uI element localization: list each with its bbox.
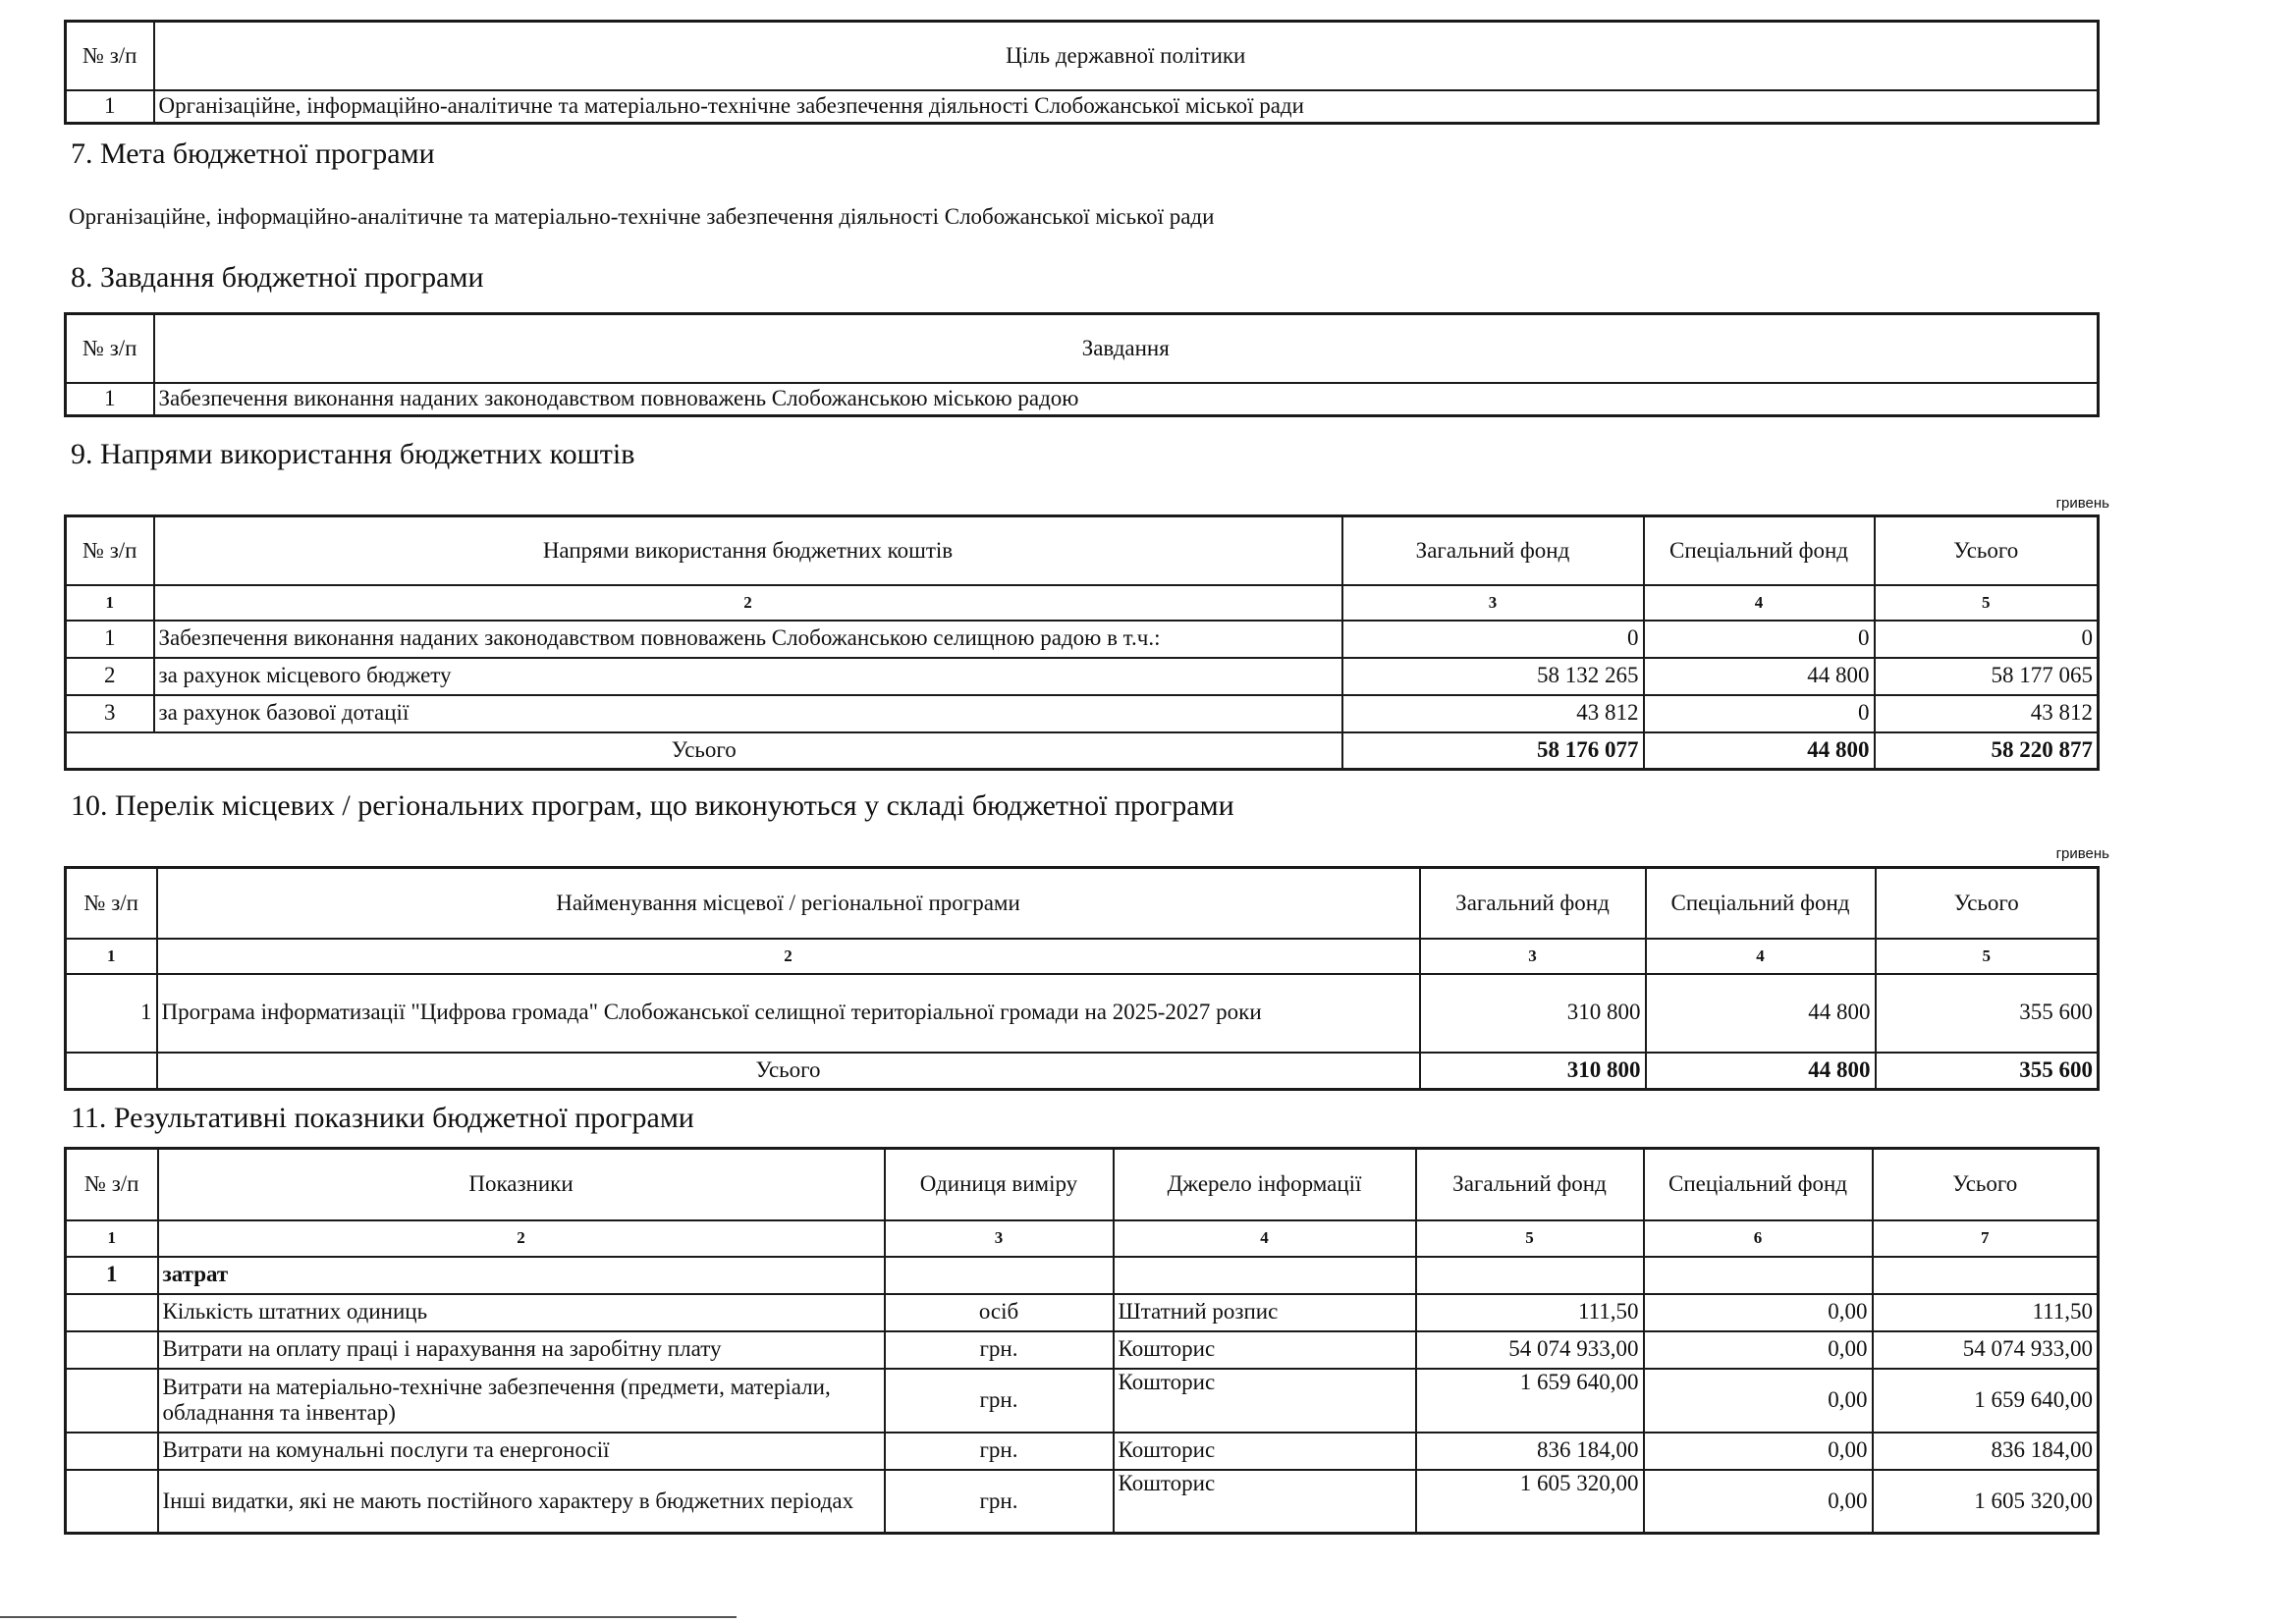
indicator-name: Інші видатки, які не мають постійного характеру в бюджетних періодах [158, 1470, 885, 1534]
local-programs-table [64, 866, 2100, 1091]
policy-goal-table [64, 20, 2100, 125]
header-total: Усього [1875, 516, 2099, 585]
total-value: 43 812 [1875, 695, 2099, 732]
section-7-text: Організаційне, інформаційно-аналітичне та матеріально-технічне забезпечення діяльності Слобожанської міської ради [69, 204, 1215, 229]
total-value: 0 [1875, 621, 2099, 658]
total-value: 355 600 [1876, 974, 2099, 1053]
special-fund-value: 44 800 [1646, 974, 1876, 1053]
indicator-unit: грн. [885, 1331, 1114, 1369]
header-task: Завдання [154, 314, 2099, 383]
col-number: 3 [1420, 939, 1646, 974]
general-fund-total: 310 800 [1420, 1053, 1646, 1090]
group-label: затрат [158, 1257, 885, 1294]
header-source: Джерело інформації [1114, 1149, 1416, 1220]
direction-name: за рахунок базової дотації [154, 695, 1342, 732]
grand-total: 355 600 [1876, 1053, 2099, 1090]
currency-unit-label: гривень [2055, 495, 2109, 512]
header-general-fund: Загальний фонд [1342, 516, 1644, 585]
col-number: 7 [1873, 1220, 2099, 1257]
special-fund-value: 0 [1644, 695, 1875, 732]
total-value: 1 659 640,00 [1873, 1369, 2099, 1433]
indicator-source: Кошторис [1114, 1470, 1416, 1534]
indicator-name: Кількість штатних одиниць [158, 1294, 885, 1331]
row-num: 1 [66, 621, 154, 658]
header-special-fund: Спеціальний фонд [1646, 868, 1876, 939]
col-number: 5 [1876, 939, 2099, 974]
general-fund-value: 0 [1342, 621, 1644, 658]
header-num: № з/п [66, 516, 154, 585]
header-num: № з/п [66, 314, 154, 383]
total-row [66, 1053, 2099, 1090]
col-number: 5 [1875, 585, 2099, 621]
col-number: 2 [157, 939, 1420, 974]
special-fund-value: 0,00 [1644, 1369, 1873, 1433]
table-row [66, 621, 2099, 658]
special-fund-value: 0,00 [1644, 1331, 1873, 1369]
performance-indicators-table [64, 1147, 2100, 1535]
table-row [66, 1294, 2099, 1331]
row-num: 1 [66, 974, 157, 1053]
indicator-name: Витрати на матеріально-технічне забезпечення (предмети, матеріали, обладнання та інвентар) [158, 1369, 885, 1433]
header-program-name: Найменування місцевої / регіональної програми [157, 868, 1420, 939]
header-special-fund: Спеціальний фонд [1644, 516, 1875, 585]
direction-name: за рахунок місцевого бюджету [154, 658, 1342, 695]
table-row [66, 1331, 2099, 1369]
bottom-divider [0, 1616, 737, 1618]
currency-unit-label: гривень [2055, 845, 2109, 862]
general-fund-total: 58 176 077 [1342, 732, 1644, 770]
header-policy-goal: Ціль державної політики [154, 22, 2099, 90]
total-value: 54 074 933,00 [1873, 1331, 2099, 1369]
row-num: 3 [66, 695, 154, 732]
col-number: 4 [1644, 585, 1875, 621]
col-number: 2 [154, 585, 1342, 621]
group-row [66, 1257, 2099, 1294]
empty-cell [66, 1053, 157, 1090]
col-number: 5 [1416, 1220, 1644, 1257]
section-9-title: 9. Напрями використання бюджетних коштів [71, 438, 635, 470]
indicator-unit: осіб [885, 1294, 1114, 1331]
indicator-source: Кошторис [1114, 1433, 1416, 1470]
direction-name: Забезпечення виконання наданих законодавством повноважень Слобожанською селищною радою в т.ч.: [154, 621, 1342, 658]
budget-directions-table [64, 514, 2100, 771]
tasks-table [64, 312, 2100, 417]
row-num: 1 [66, 383, 154, 416]
indicator-unit: грн. [885, 1470, 1114, 1534]
general-fund-value: 111,50 [1416, 1294, 1644, 1331]
header-special-fund: Спеціальний фонд [1644, 1149, 1873, 1220]
row-num: 2 [66, 658, 154, 695]
table-row [66, 974, 2099, 1053]
indicator-name: Витрати на оплату праці і нарахування на заробітну плату [158, 1331, 885, 1369]
header-total: Усього [1876, 868, 2099, 939]
header-indicator: Показники [158, 1149, 885, 1220]
general-fund-value: 43 812 [1342, 695, 1644, 732]
indicator-source: Кошторис [1114, 1369, 1416, 1433]
special-fund-total: 44 800 [1644, 732, 1875, 770]
table-row [66, 1470, 2099, 1534]
general-fund-value: 1 659 640,00 [1416, 1369, 1644, 1433]
total-value: 836 184,00 [1873, 1433, 2099, 1470]
total-label: Усього [66, 732, 1342, 770]
total-value: 1 605 320,00 [1873, 1470, 2099, 1534]
special-fund-value: 0,00 [1644, 1470, 1873, 1534]
header-direction: Напрями використання бюджетних коштів [154, 516, 1342, 585]
general-fund-value: 58 132 265 [1342, 658, 1644, 695]
special-fund-value: 0,00 [1644, 1433, 1873, 1470]
col-number: 4 [1646, 939, 1876, 974]
header-general-fund: Загальний фонд [1416, 1149, 1644, 1220]
col-number: 1 [66, 939, 157, 974]
col-number: 3 [885, 1220, 1114, 1257]
policy-goal-text: Організаційне, інформаційно-аналітичне та матеріально-технічне забезпечення діяльності Слобожанської міської ради [154, 90, 2099, 124]
section-7-title: 7. Мета бюджетної програми [71, 137, 435, 170]
col-number: 3 [1342, 585, 1644, 621]
task-text: Забезпечення виконання наданих законодавством повноважень Слобожанською міською радою [154, 383, 2099, 416]
col-number: 1 [66, 585, 154, 621]
row-num: 1 [66, 90, 154, 124]
section-10-title: 10. Перелік місцевих / регіональних програм, що виконуються у складі бюджетної програми [71, 789, 1234, 822]
program-name: Програма інформатизації "Цифрова громада" Слобожанської селищної територіальної громади на 2025-2027 роки [157, 974, 1420, 1053]
general-fund-value: 310 800 [1420, 974, 1646, 1053]
header-unit: Одиниця виміру [885, 1149, 1114, 1220]
header-general-fund: Загальний фонд [1420, 868, 1646, 939]
group-num: 1 [66, 1257, 158, 1294]
header-num: № з/п [66, 22, 154, 90]
total-value: 111,50 [1873, 1294, 2099, 1331]
col-number: 6 [1644, 1220, 1873, 1257]
table-row [66, 658, 2099, 695]
section-8-title: 8. Завдання бюджетної програми [71, 261, 484, 294]
table-row [66, 1369, 2099, 1433]
header-num: № з/п [66, 1149, 158, 1220]
header-total: Усього [1873, 1149, 2099, 1220]
special-fund-value: 0,00 [1644, 1294, 1873, 1331]
section-11-title: 11. Результативні показники бюджетної програми [71, 1102, 694, 1134]
general-fund-value: 54 074 933,00 [1416, 1331, 1644, 1369]
table-row [66, 695, 2099, 732]
special-fund-value: 0 [1644, 621, 1875, 658]
header-num: № з/п [66, 868, 157, 939]
col-number: 2 [158, 1220, 885, 1257]
total-row [66, 732, 2099, 770]
special-fund-value: 44 800 [1644, 658, 1875, 695]
col-number: 4 [1114, 1220, 1416, 1257]
indicator-unit: грн. [885, 1369, 1114, 1433]
general-fund-value: 836 184,00 [1416, 1433, 1644, 1470]
indicator-name: Витрати на комунальні послуги та енергоносії [158, 1433, 885, 1470]
table-row [66, 1433, 2099, 1470]
general-fund-value: 1 605 320,00 [1416, 1470, 1644, 1534]
total-value: 58 177 065 [1875, 658, 2099, 695]
indicator-source: Кошторис [1114, 1331, 1416, 1369]
indicator-source: Штатний розпис [1114, 1294, 1416, 1331]
special-fund-total: 44 800 [1646, 1053, 1876, 1090]
indicator-unit: грн. [885, 1433, 1114, 1470]
col-number: 1 [66, 1220, 158, 1257]
grand-total: 58 220 877 [1875, 732, 2099, 770]
total-label: Усього [157, 1053, 1420, 1090]
